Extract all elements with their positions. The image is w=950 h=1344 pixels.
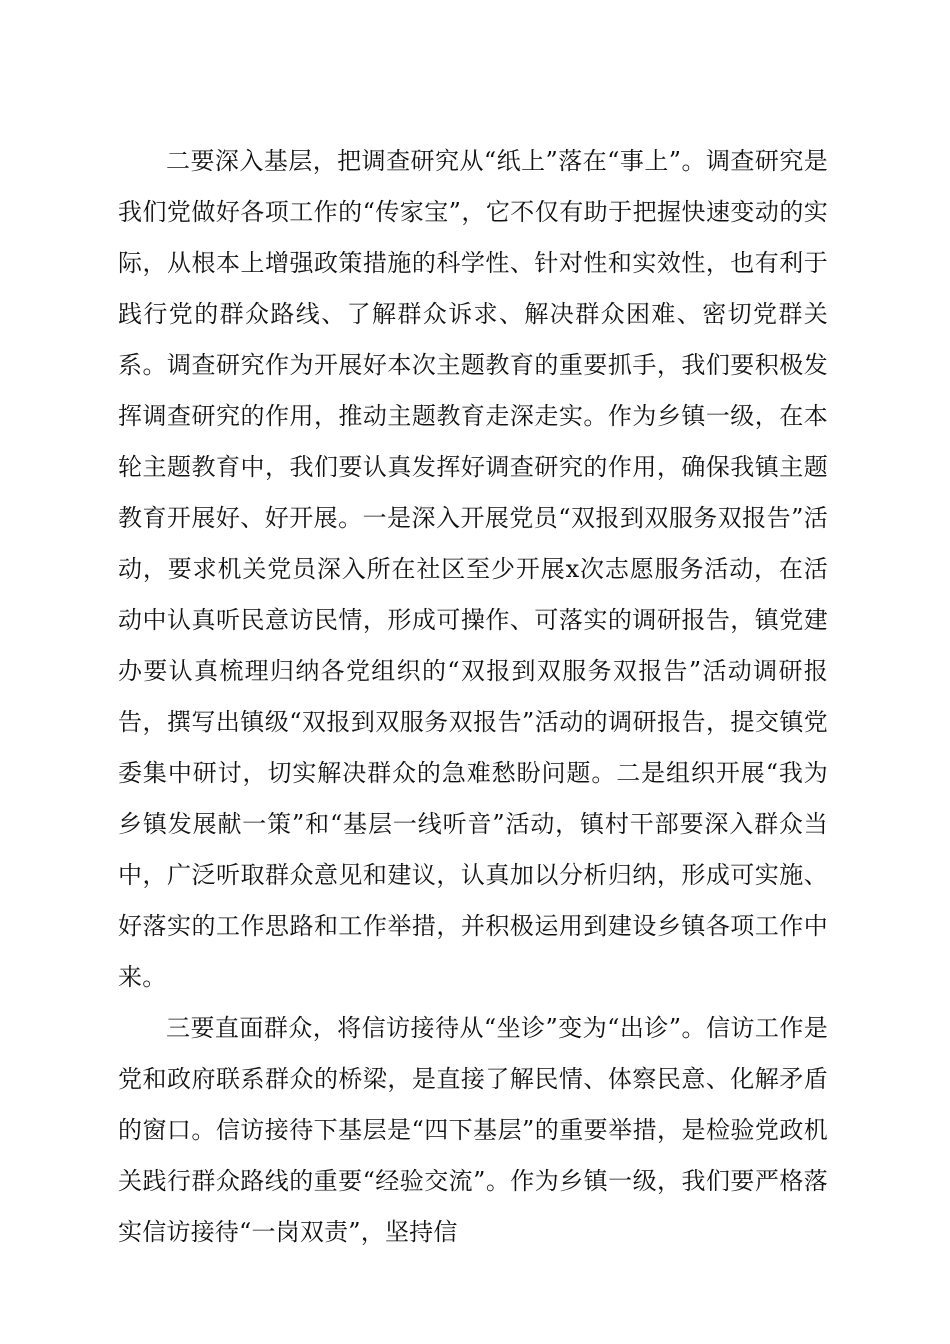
paragraph-grassroots-research: 二要深入基层，把调查研究从“纸上”落在“事上”。调查研究是我们党做好各项工作的“传家宝”，它不仅有助于把握快速变动的实际，从根本上增强政策措施的科学性、针对性和实效性，也有利于践行党的群众路线、了解群众诉求、解决群众困难、密切党群关系。调查研究作为开展好本次主题教育的重要抓手，我们要积极发挥调查研究的作用，推动主题教育走深走实。作为乡镇一级，在本轮主题教育中，我们要认真发挥好调查研究的作用，确保我镇主题教育开展好、好开展。一是深入开展党员“双报到双服务双报告”活动，要求机关党员深入所在社区至少开展x次志愿服务活动，在活动中认真听民意访民情，形成可操作、可落实的调研报告，镇党建办要认真梳理归纳各党组织的“双报到双服务双报告”活动调研报告，撰写出镇级“双报到双服务双报告”活动的调研报告，提交镇党委集中研讨，切实解决群众的急难愁盼问题。二是组织开展“我为乡镇发展献一策”和“基层一线听音”活动，镇村干部要深入群众当中，广泛听取群众意见和建议，认真加以分析归纳，形成可实施、好落实的工作思路和工作举措，并积极运用到建设乡镇各项工作中来。: [118, 147, 828, 991]
document-body: [118, 136, 828, 1258]
paragraph-petition-reception: 三要直面群众，将信访接待从“坐诊”变为“出诊”。信访工作是党和政府联系群众的桥梁，是直接了解民情、体察民意、化解矛盾的窗口。信访接待下基层是“四下基层”的重要举措，是检验党政机关践行群众路线的重要“经验交流”。作为乡镇一级，我们要严格落实信访接待“一岗双责”，坚持信: [118, 1014, 828, 1246]
